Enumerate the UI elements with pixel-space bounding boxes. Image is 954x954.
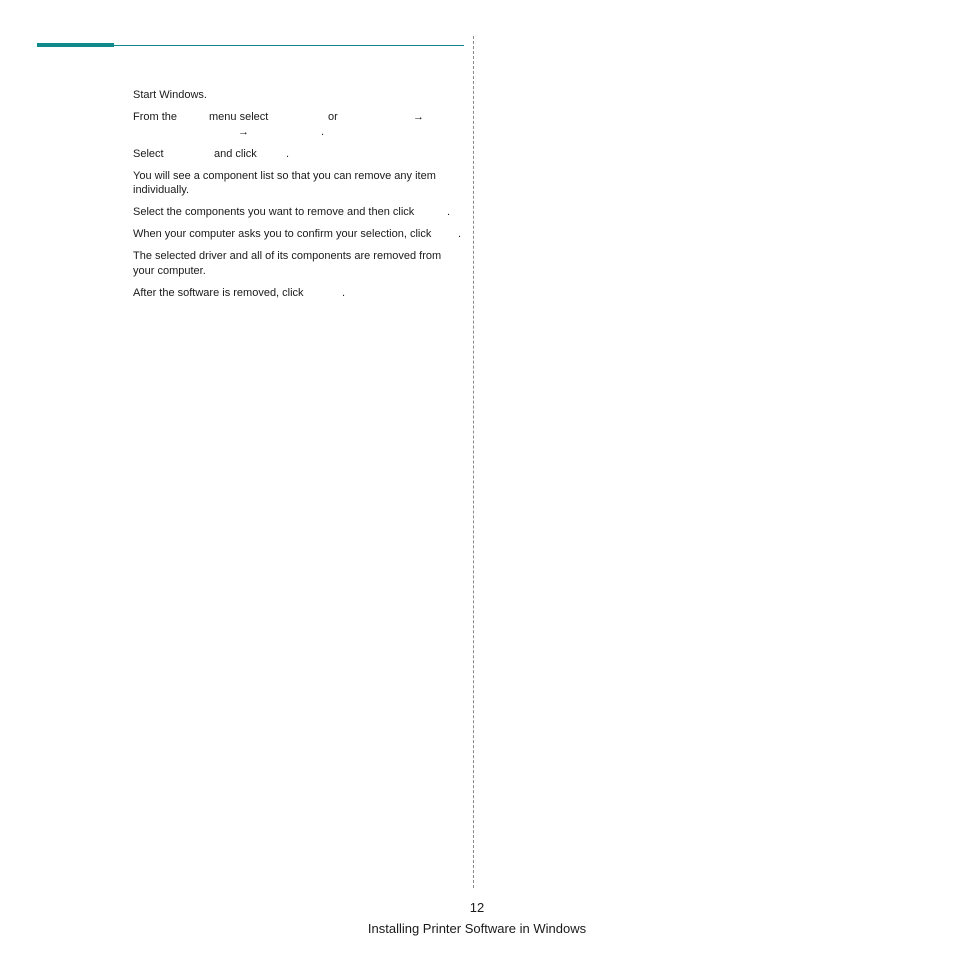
arrow-icon: → <box>413 111 424 123</box>
step-8 <box>133 286 463 301</box>
step-3 <box>133 147 463 162</box>
step-6 <box>133 227 463 242</box>
step-5-text: Select the components you want to remove and then click <box>133 206 415 218</box>
step-5 <box>133 205 463 220</box>
page-number: 12 <box>469 900 485 915</box>
column-divider <box>473 36 474 888</box>
step-6-text: When your computer asks you to confirm your selection, click <box>133 228 432 240</box>
step-8-text: . <box>342 286 346 299</box>
step-2-text: or <box>328 111 338 123</box>
step-2-text: From the <box>133 111 178 123</box>
step-7: The selected driver and all of its components are removed from your computer. <box>133 250 442 277</box>
arrow-icon: → <box>238 125 249 138</box>
step-5-text: . <box>447 206 451 218</box>
step-3-text: Select <box>133 147 164 160</box>
step-2 <box>133 110 463 139</box>
uninstall-steps <box>133 88 463 308</box>
step-4: You will see a component list so that you can remove any item individually. <box>133 169 436 196</box>
step-2-text: menu select <box>209 111 269 123</box>
step-3-text: and click <box>214 147 257 160</box>
footer-title: Installing Printer Software in Windows <box>367 921 587 936</box>
header-rule <box>114 45 464 46</box>
step-8-text: After the software is removed, click <box>133 286 304 299</box>
header-accent-bar <box>37 43 114 47</box>
step-6-text: . <box>458 228 462 240</box>
step-1: Start Windows. <box>133 89 207 101</box>
step-3-text: . <box>286 147 290 160</box>
step-2-text: . <box>321 125 325 138</box>
